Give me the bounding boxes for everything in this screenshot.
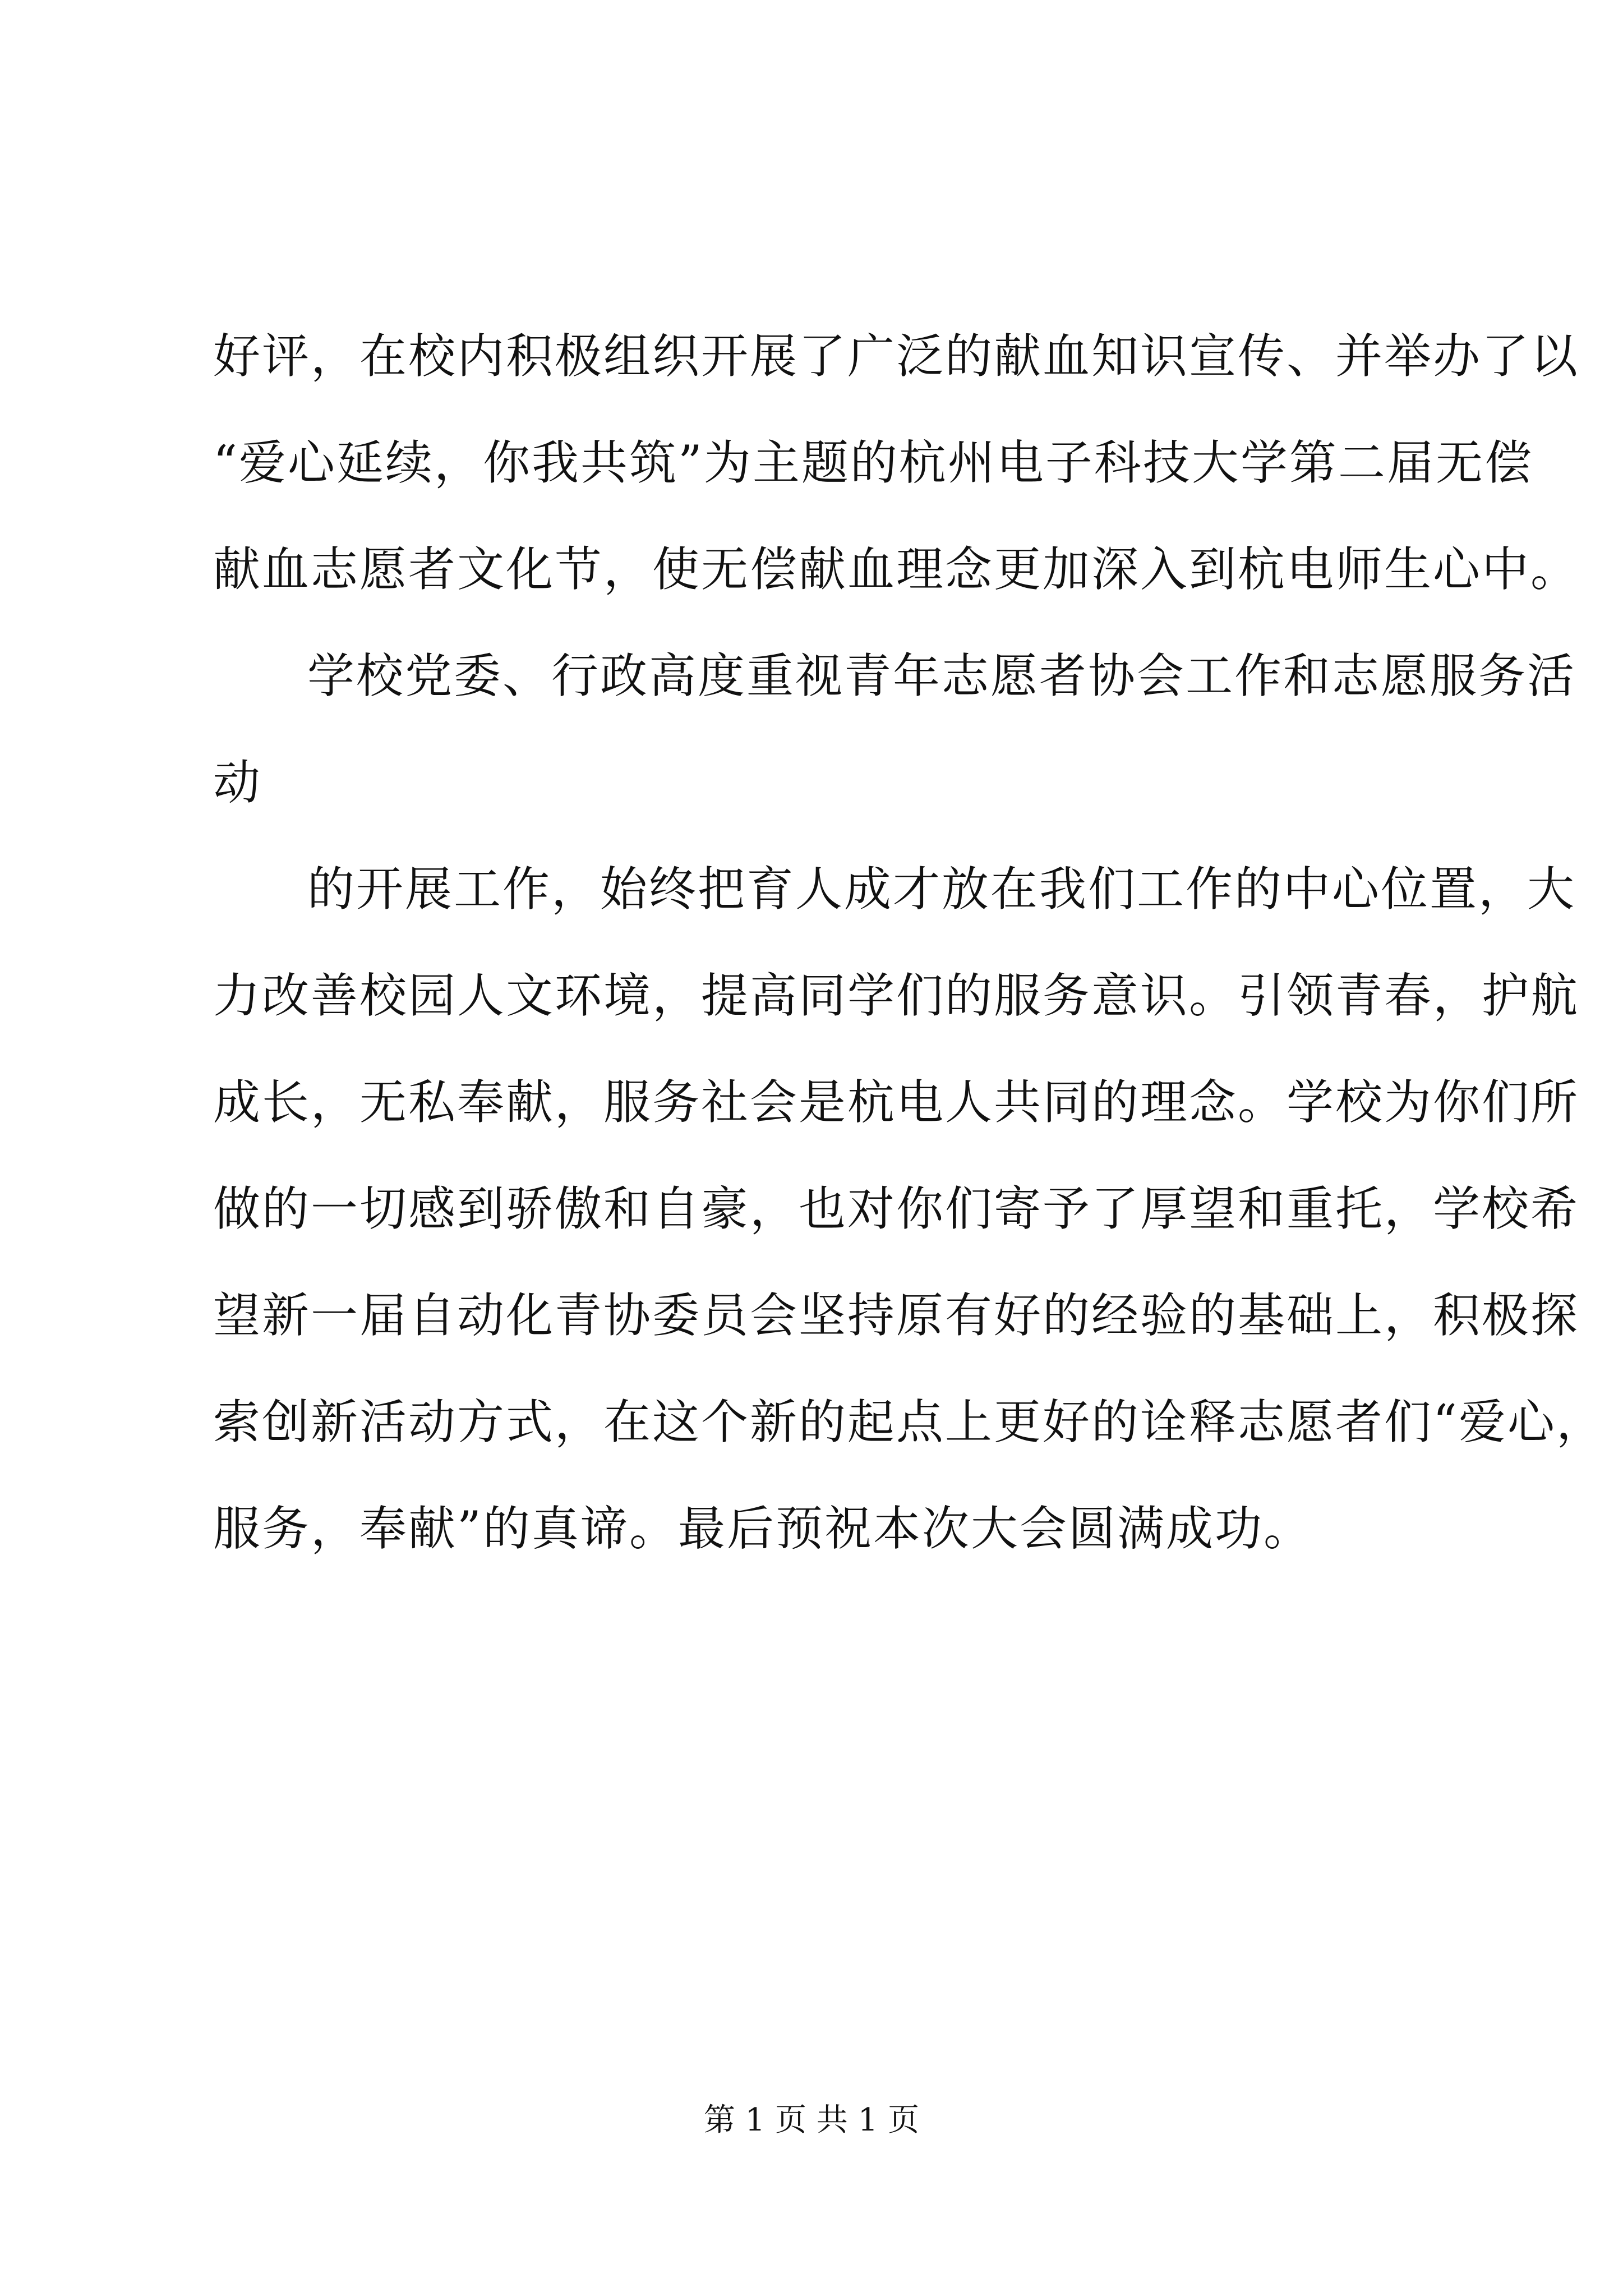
paragraph-start-line: 学校党委、行政高度重视青年志愿者协会工作和志愿服务活 <box>307 648 1576 703</box>
text-line: 动 <box>213 755 262 810</box>
page-footer <box>0 2098 1623 2143</box>
text-line: 献血志愿者文化节，使无偿献血理念更加深入到杭电师生心中。 <box>213 542 1580 597</box>
page-number-label: 第 1 页 共 1 页 <box>703 2102 920 2138</box>
text-line: 好评，在校内积极组织开展了广泛的献血知识宣传、并举办了以 <box>213 329 1580 384</box>
text-line: 力改善校园人文环境，提高同学们的服务意识。引领青春，护航 <box>213 968 1580 1023</box>
document-body <box>213 303 1605 1582</box>
text-line: 服务，奉献”的真谛。最后预祝本次大会圆满成功。 <box>213 1501 1312 1556</box>
paragraph-start-line: 的开展工作，始终把育人成才放在我们工作的中心位置，大 <box>307 862 1576 917</box>
text-line: 成长，无私奉献，服务社会是杭电人共同的理念。学校为你们所 <box>213 1075 1580 1130</box>
text-line: 望新一届自动化青协委员会坚持原有好的经验的基础上，积极探 <box>213 1288 1580 1343</box>
text-line: 做的一切感到骄傲和自豪，也对你们寄予了厚望和重托，学校希 <box>213 1181 1580 1236</box>
text-line: 索创新活动方式，在这个新的起点上更好的诠释志愿者们“爱心， <box>213 1395 1605 1450</box>
text-line: “爱心延续，你我共筑”为主题的杭州电子科技大学第二届无偿 <box>213 435 1533 490</box>
